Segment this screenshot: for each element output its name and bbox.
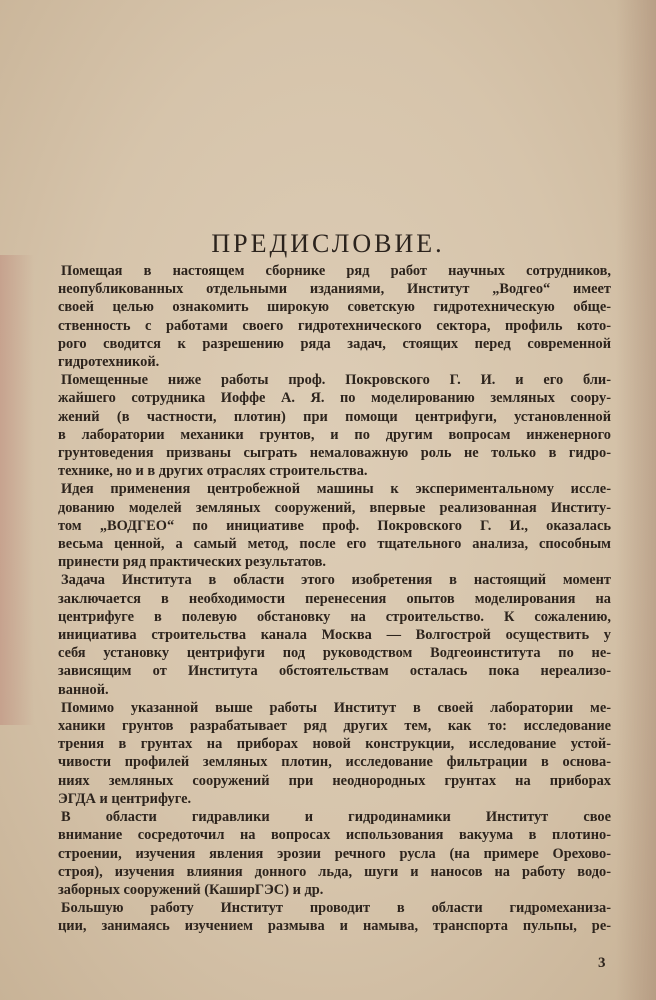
- text-line: Помещая в настоящем сборнике ряд работ научных сотрудников,: [61, 263, 611, 279]
- text-line: Задача Института в области этого изобретения в настоящий момент: [61, 572, 611, 589]
- text-line: ственность с работами своего гидротехнического сектора, профиль кото-: [58, 317, 611, 334]
- text-line: инициатива строительства канала Москва — Волгострой осуществить у: [58, 627, 611, 644]
- preface-body: [58, 262, 611, 936]
- paragraph-3: [58, 480, 611, 571]
- text-line: жений (в частности, плотин) при помощи центрифуги, установленной: [58, 408, 611, 425]
- text-line: том „ВОДГЕО“ по инициативе проф. Покровского Г. И., оказалась: [58, 517, 611, 534]
- text-line: Помещенные ниже работы проф. Покровского Г. И. и его бли-: [61, 372, 611, 389]
- text-line: ванной.: [58, 681, 109, 698]
- text-line: центрифуге в полевую обстановку на строительство. К сожалению,: [58, 608, 611, 625]
- page-title: ПРЕДИСЛОВИЕ.: [211, 229, 445, 258]
- text-line: дованию моделей земляных сооружений, впервые реализованная Институ-: [58, 499, 611, 516]
- text-line: весьма ценной, а самый метод, после его тщательного анализа, способным: [58, 536, 611, 553]
- text-line: неопубликованных отдельными изданиями, Институт „Водгео“ имеет: [58, 281, 611, 298]
- paragraph-4: [58, 571, 611, 698]
- page-edge-shadow: [616, 0, 656, 1000]
- text-line: принести ряд практических результатов.: [58, 554, 327, 571]
- text-line: гидротехникой.: [58, 354, 160, 371]
- text-line: внимание сосредоточил на вопросах использования вакуума в плотино-: [58, 827, 611, 844]
- text-line: в лаборатории механики грунтов, и по другим вопросам инженерного: [58, 426, 611, 443]
- text-line: строя), изучения влияния донного льда, шуги и наносов на работу водо-: [58, 863, 611, 880]
- text-line: грунтоведения призваны сыграть немаловажную роль не только в гидро-: [58, 445, 611, 462]
- text-line: рого сводится к разрешению ряда задач, стоящих перед современной: [58, 335, 611, 352]
- text-line: жайшего сотрудника Иоффе А. Я. по моделированию земляных соору-: [58, 390, 611, 407]
- text-line: ЭГДА и центрифуге.: [58, 790, 192, 807]
- paragraph-1: [58, 262, 611, 371]
- paragraph-5: [58, 699, 611, 808]
- text-line: ции, занимаясь изучением размыва и намыва, транспорта пульпы, ре-: [58, 918, 611, 935]
- text-line: В области гидравлики и гидродинамики Институт свое: [61, 809, 611, 826]
- text-line: себя установку центрифуги под руководством Водгеоинститута по не-: [58, 645, 611, 662]
- text-line: ханики грунтов разрабатывает ряд других тем, как то: исследование: [58, 718, 611, 735]
- paragraph-2: [58, 371, 611, 480]
- paragraph-7: [58, 899, 611, 935]
- text-line: технике, но и в других отраслях строительства.: [58, 463, 368, 480]
- text-line: заключается в необходимости перенесения опытов моделирования на: [58, 590, 611, 607]
- text-line: заборных сооружений (КаширГЭС) и др.: [58, 881, 324, 898]
- text-line: трения в грунтах на приборах новой конструкции, исследование устой-: [58, 736, 611, 753]
- text-line: строении, изучения явления эрозии речного русла (на примере Орехово-: [58, 845, 611, 862]
- text-line: своей целью ознакомить широкую советскую гидротехническую обще-: [58, 299, 611, 316]
- page-number: 3: [598, 955, 606, 971]
- paper-stain: [0, 255, 34, 725]
- text-line: зависящим от Института обстоятельствам осталась пока нереализо-: [58, 663, 611, 680]
- text-line: Помимо указанной выше работы Институт в своей лаборатории ме-: [61, 699, 611, 716]
- text-line: Большую работу Институт проводит в области гидромеханиза-: [61, 900, 611, 917]
- text-line: чивости профилей земляных плотин, исследование фильтрации в основа-: [58, 754, 611, 771]
- paragraph-6: [58, 808, 611, 899]
- text-line: Идея применения центробежной машины к экспериментальному иссле-: [61, 481, 611, 498]
- text-line: ниях земляных сооружений при неоднородных грунтах на приборах: [58, 772, 611, 789]
